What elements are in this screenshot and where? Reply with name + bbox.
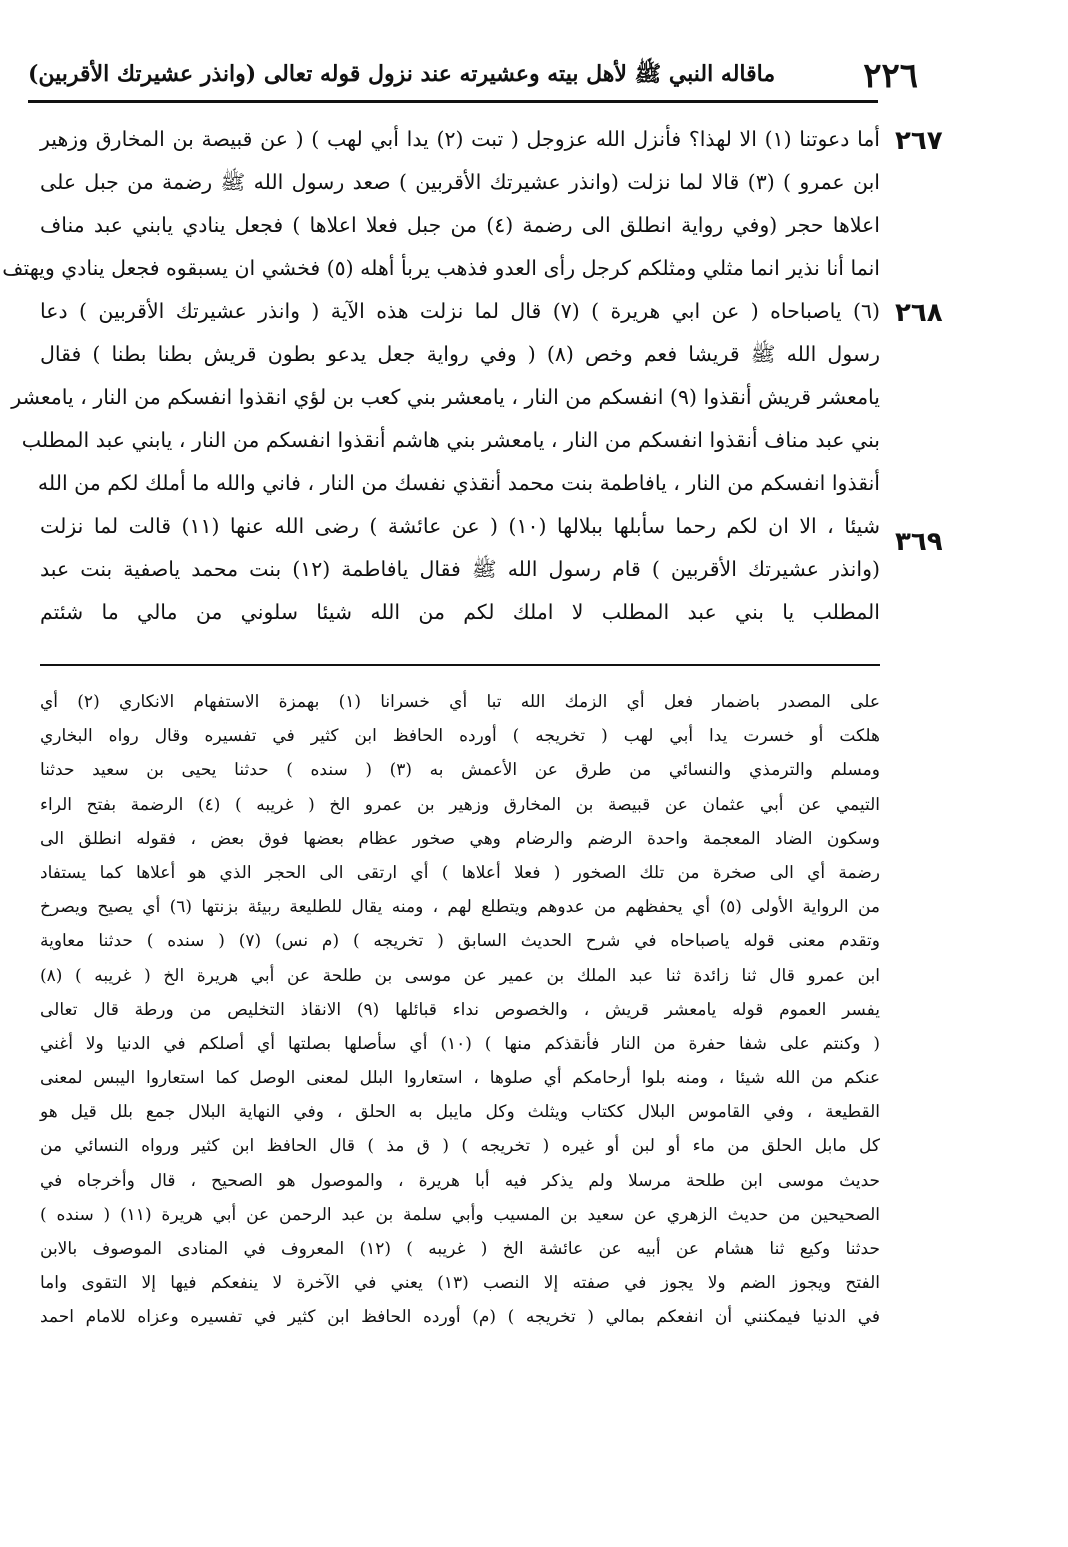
footnote-line: عنكم من الله شيئا ، ومنه بلوا أرحامكم أي صلوها ، استعاروا البلل لمعنى الوصل كما استعاروا اليبس لمعنى xyxy=(40,1068,880,1089)
hadith-number: ٣٦٩ xyxy=(895,527,943,557)
footnote-separator xyxy=(40,664,880,666)
main-text-line: شيئا ، الا ان لكم رحما سأبلها ببلالها (١٠) ( عن عائشة ) رضى الله عنها (١١) قالت لما نزلت xyxy=(40,514,880,538)
footnote-line: وتقدم معنى قوله ياصباحاه في شرح الحديث السابق ( تخريجه ) (م نس) (٧) ( سنده ) حدثنا معاوية xyxy=(40,931,880,952)
hadith-number: ٢٦٨ xyxy=(895,298,943,328)
footnote-line: كل مابل الحلق من ماء أو لبن أو غيره ( تخريجه ) ( ق مذ ) قال الحافظ ابن كثير ورواه النسائي من xyxy=(40,1136,880,1157)
main-text-line: أنقذوا انفسكم من النار ، يافاطمة بنت محمد أنقذي نفسك من النار ، فاني والله ما أملك لكم من الله xyxy=(37,471,880,495)
header-rule xyxy=(28,100,878,103)
footnote-line: وسكون الضاد المعجمة واحدة الرضم والرضام وهي صخور عظام بعضها فوق بعض ، فقوله انطلق الى xyxy=(40,828,880,849)
footnote-line: الفتح ويجوز الضم ولا يجوز في صفته إلا النصب (١٣) يعني في الآخرة لا ينفعكم فيها إلا التقوى واما xyxy=(40,1273,880,1294)
main-text-line: أما دعوتنا (١) الا لهذا؟ فأنزل الله عزوجل ( تبت (٢) يدا أبي لهب ) ( عن قبيصة بن المخارق وزهير xyxy=(40,127,880,151)
page-number: ٢٢٦ xyxy=(863,56,918,96)
main-text-line: المطلب يا بني عبد المطلب لا املك لكم من الله شيئا سلوني من مالي ما شئتم xyxy=(40,600,880,624)
main-text-line: انما أنا نذير انما مثلي ومثلكم كرجل رأى العدو فذهب يربأ أهله (٥) فخشي ان يسبقوه فجعل ينادي ويهتف xyxy=(2,256,880,280)
footnote-line: من الرواية الأولى (٥) أي يحفظهم من عدوهم ويتطلع لهم ، ومنه يقال للطليعة ربيئة بزنتها (٦) أي يصيح ويصرخ xyxy=(40,897,880,918)
main-text-line: (٦) ياصباحاه ( عن ابي هريرة ) (٧) قال لما نزلت هذه الآية ( وانذر عشيرتك الأقربين ) دعا xyxy=(40,299,880,323)
footnote-line: ومسلم والترمذي والنسائي من طرق عن الأعمش به (٣) ( سنده ) حدثنا يحيى بن سعيد حدثنا xyxy=(40,760,880,781)
footnote-line: القطيعة ، وفي القاموس البلال ككتاب ويثلث وكل مايبل به الحلق ، وفي النهاية البلال جمع بلل قيل هو xyxy=(40,1102,880,1123)
footnote-line: ابن عمرو قال ثنا زائدة ثنا عبد الملك بن عمير عن موسى بن طلحة عن أبي هريرة الخ ( غريبه ) (٨) xyxy=(40,965,880,986)
footnote-line: الصحيحين من حديث الزهري عن سعيد بن المسيب وأبي سلمة بن عبد الرحمن عن أبي هريرة (١١) ( سنده ) xyxy=(40,1204,880,1225)
footnote-line: حديث موسى ابن طلحة مرسلا ولم يذكر فيه أبا هريرة ، والموصول هو الصحيح ، قال وأخرجاه في xyxy=(40,1170,880,1191)
main-text-line: يامعشر قريش أنقذوا (٩) انفسكم من النار ، يامعشر بني كعب بن لؤي انقذوا انفسكم من النار ، يامعشر xyxy=(11,385,880,409)
page-header xyxy=(28,52,918,100)
footnote-line: ( وكنتم على شفا حفرة من النار فأنقذكم منها ) (١٠) أي سأصلها بصلتها أي أصلكم في الدنيا ولا أغني xyxy=(40,1033,881,1054)
footnote-line: يفسر العموم قوله يامعشر قريش ، والخصوص نداء قبائلها (٩) الانقاذ التخليص من ورطة قال تعالى xyxy=(40,999,880,1020)
footnote-line: رضمة أي الى صخرة من تلك الصخور ( فعلا أعلاها ) أي ارتقى الى الحجر الذي هو أعلاها كما يستفاد xyxy=(40,862,880,883)
main-text xyxy=(2,118,880,634)
hadith-number: ٢٦٧ xyxy=(895,126,943,156)
footnote-line: التيمي عن أبي عثمان عن قبيصة بن المخارق وزهير بن عمرو الخ ( غريبه ) (٤) الرضمة بفتح الراء xyxy=(40,794,880,815)
main-text-line: اعلاها حجر (وفي رواية انطلق الى رضمة (٤) من جبل فعلا اعلاها ) فجعل ينادي يابني عبد مناف xyxy=(40,213,880,237)
running-title: ماقاله النبي ﷺ لأهل بيته وعشيرته عند نزول قوله تعالى (وانذر عشيرتك الأقربين) xyxy=(28,61,776,87)
footnotes xyxy=(40,685,880,1335)
footnote-line: هلكت أو خسرت يدا أبي لهب ( تخريجه ) أورده الحافظ ابن كثير في تفسيره وقال رواه البخاري xyxy=(40,726,880,747)
footnote-line: على المصدر باضمار فعل أي الزمك الله تبا أي خسرانا (١) بهمزة الاستفهام الانكاري (٢) أي xyxy=(40,692,880,712)
footnote-line: حدثنا وكيع ثنا هشام عن أبيه عن عائشة الخ ( غريبه ) (١٢) المعروف في المنادى الموصوف بالابن xyxy=(40,1239,880,1259)
footnote-line: في الدنيا فيمكنني أن انفعكم بمالي ( تخريجه ) (م) أورده الحافظ ابن كثير في تفسيره وعزاه للامام احمد xyxy=(40,1307,880,1328)
main-text-line: (وانذر عشيرتك الأقربين ) قام رسول الله ﷺ فقال يافاطمة (١٢) بنت محمد ياصفية بنت عبد xyxy=(40,557,880,581)
main-text-line: بني عبد مناف أنقذوا انفسكم من النار ، يامعشر بني هاشم أنقذوا انفسكم من النار ، يابني عبد المطلب xyxy=(21,428,880,452)
main-text-line: رسول الله ﷺ قريشا فعم وخص (٨) ( وفي رواية جعل يدعو بطون قريش بطنا بطنا ) فقال xyxy=(40,342,880,366)
main-text-line: ابن عمرو ) (٣) قالا لما نزلت (وانذر عشيرتك الأقربين ) صعد رسول الله ﷺ رضمة من جبل على xyxy=(40,170,880,194)
